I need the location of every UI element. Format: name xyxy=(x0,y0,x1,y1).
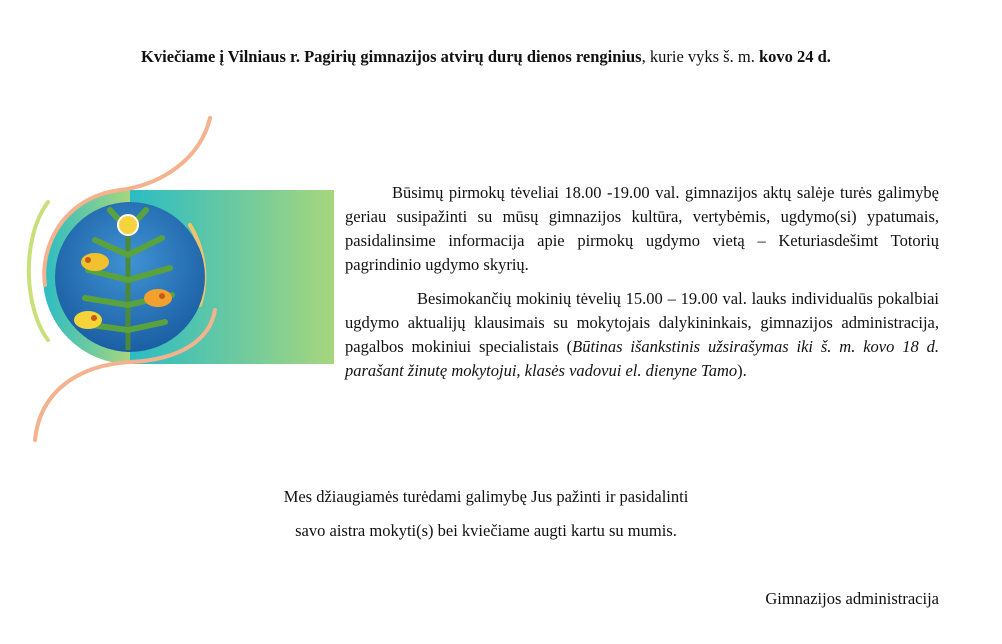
main-text xyxy=(345,181,939,393)
headline-middle: , kurie vyks š. m. xyxy=(641,47,759,66)
closing-line-1: Mes džiaugiamės turėdami galimybę Jus pažinti ir pasidalinti xyxy=(283,487,689,506)
headline-date: kovo 24 d. xyxy=(758,47,831,66)
paragraph-first-graders: Būsimų pirmokų tėveliai 18.00 -19.00 val. gimnazijos aktų salėje turės galimybę geriau susipažinti su mūsų gimnazijos kultūra, vertybėmis, ugdymo(si) ypatumais, pasidalinsime informacija apie pirmokų ugdymo vietą – Keturiasdešimt Totorių pagrindinio ugdymo skyrių. xyxy=(345,183,939,274)
paragraph2-italic-note: Būtinas išankstinis užsirašymas iki š. m. kovo 18 d. parašant žinutę mokytojui, klasės vadovui el. dienyne Tamo xyxy=(345,337,940,380)
paragraph-current-students xyxy=(345,287,939,383)
signature: Gimnazijos administracija xyxy=(765,589,939,608)
closing-line-2: savo aistra mokyti(s) bei kviečiame augti kartu su mumis. xyxy=(295,521,677,540)
school-tree-emblem-icon xyxy=(0,110,340,450)
invitation-headline xyxy=(0,47,972,67)
headline-bold: Kviečiame į Vilniaus r. Pagirių gimnazijos atvirų durų dienos renginius xyxy=(141,47,642,66)
paragraph2-end: ). xyxy=(737,361,747,380)
paragraph2-text: Besimokančių mokinių tėvelių 15.00 – 19.00 val. lauks individualūs pokalbiai ugdymo aktualijų klausimais su mokytojais dalykininkais, gimnazijos administracija, pagalbos mokiniui specialistais ( xyxy=(345,289,939,356)
